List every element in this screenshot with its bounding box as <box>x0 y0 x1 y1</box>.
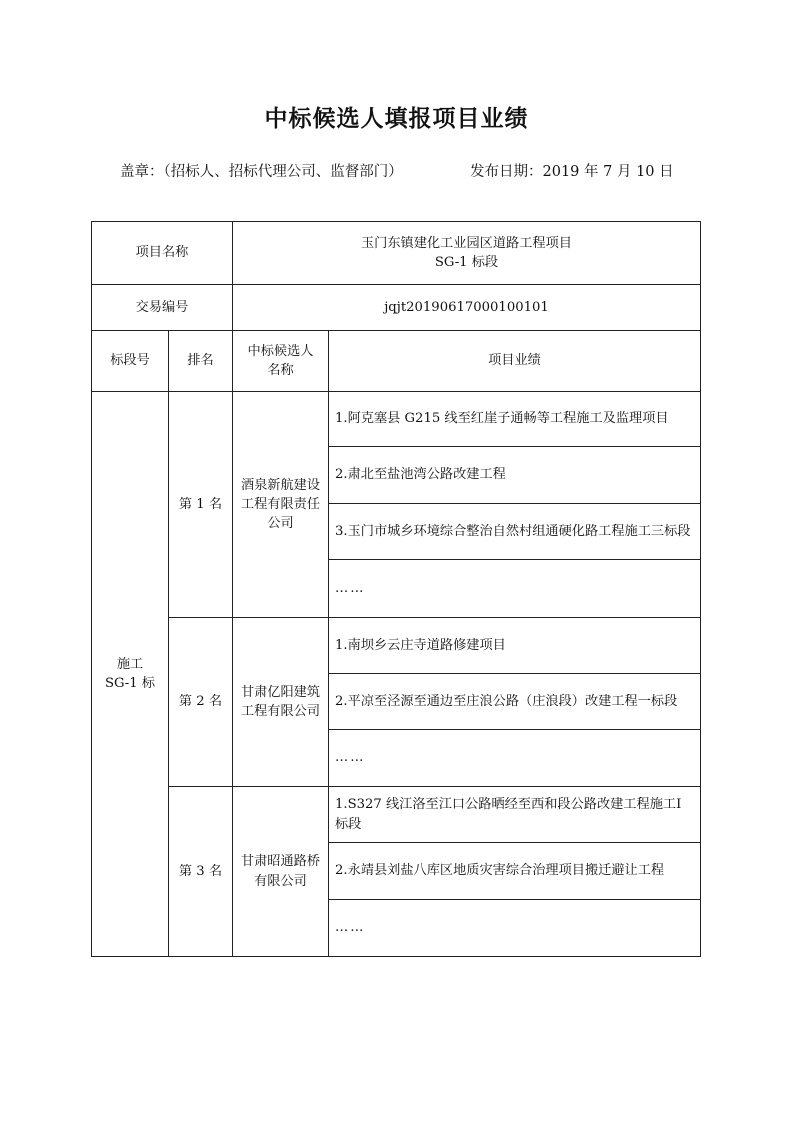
column-header-row <box>92 331 701 392</box>
project-name-line1: 玉门东镇建化工业园区道路工程项目 <box>361 235 572 251</box>
project-item: 3.玉门市城乡环境综合整治自然村组通硬化路工程施工三标段 <box>329 504 701 560</box>
project-item: 1.阿克塞县 G215 线至红崖子通畅等工程施工及监理项目 <box>329 392 701 447</box>
col-header-rank: 排名 <box>169 331 233 392</box>
project-item-ellipsis: …… <box>329 730 701 787</box>
performance-table <box>91 221 701 957</box>
seal-label: 盖章：（招标人、招标代理公司、监督部门） <box>120 164 403 180</box>
project-name-label: 项目名称 <box>92 222 233 285</box>
publish-date: 发布日期：2019 年 7 月 10 日 <box>470 164 674 180</box>
candidate-name-cell: 酒泉新航建设工程有限责任公司 <box>233 392 329 618</box>
project-item: 2.肃北至盐池湾公路改建工程 <box>329 447 701 504</box>
project-item: 1.S327 线江洛至江口公路晒经至西和段公路改建工程施工Ⅰ标段 <box>329 787 701 843</box>
project-name-value <box>233 222 701 285</box>
project-name-line2: SG-1 标段 <box>434 255 499 270</box>
project-item: 2.平凉至泾源至通边至庄浪公路（庄浪段）改建工程一标段 <box>329 674 701 730</box>
trade-no-label: 交易编号 <box>92 285 233 331</box>
col-header-performance: 项目业绩 <box>329 331 701 392</box>
project-item: 2.永靖县刘盐八库区地质灾害综合治理项目搬迁避让工程 <box>329 843 701 900</box>
project-name-row <box>92 222 701 285</box>
trade-no-value: jqjt20190617000100101 <box>233 285 701 331</box>
rank-cell: 第 1 名 <box>169 392 233 618</box>
page-title: 中标候选人填报项目业绩 <box>264 105 529 132</box>
project-item-ellipsis: …… <box>329 900 701 957</box>
rank-cell: 第 3 名 <box>169 787 233 957</box>
table-row <box>92 787 701 843</box>
section-cell: 施工 SG-1 标 <box>92 392 169 957</box>
trade-no-row <box>92 285 701 331</box>
candidate-name-cell: 甘肃亿阳建筑工程有限公司 <box>233 618 329 787</box>
candidate-name-cell: 甘肃昭通路桥有限公司 <box>233 787 329 957</box>
col-header-section: 标段号 <box>92 331 169 392</box>
table-row <box>92 618 701 674</box>
project-item-ellipsis: …… <box>329 560 701 618</box>
table-row <box>92 392 701 447</box>
rank-cell: 第 2 名 <box>169 618 233 787</box>
col-header-candidate: 中标候选人 名称 <box>233 331 329 392</box>
project-item: 1.南坝乡云庄寺道路修建项目 <box>329 618 701 674</box>
